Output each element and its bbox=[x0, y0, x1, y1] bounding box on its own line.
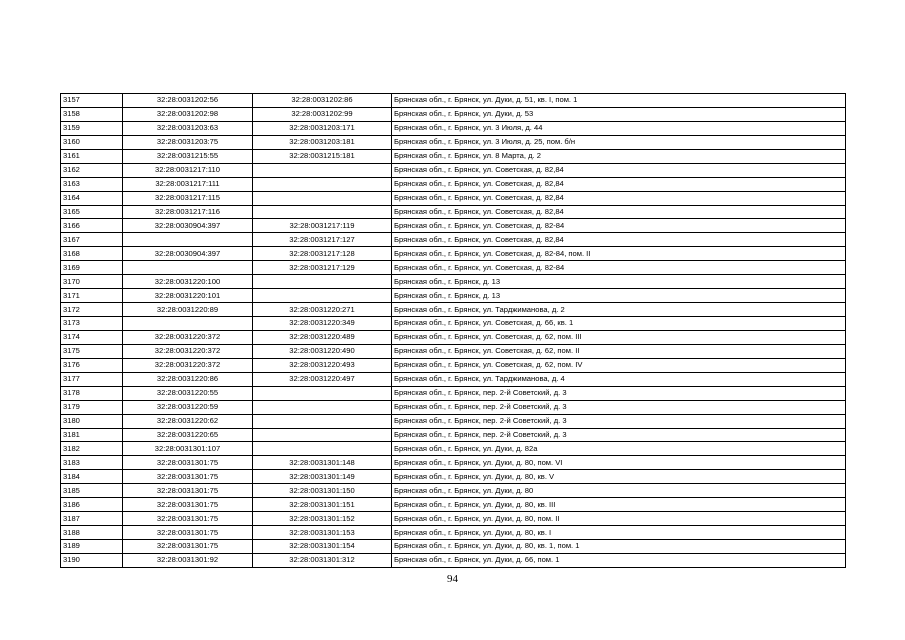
cadastral-number-cell: 32:28:0031217:115 bbox=[123, 191, 253, 205]
row-number-cell: 3186 bbox=[61, 498, 123, 512]
object-cadastral-number-cell: 32:28:0031203:181 bbox=[253, 135, 392, 149]
table-row bbox=[61, 317, 846, 331]
table-row bbox=[61, 149, 846, 163]
object-cadastral-number-cell: 32:28:0031301:153 bbox=[253, 526, 392, 540]
table-row bbox=[61, 428, 846, 442]
address-cell: Брянская обл., г. Брянск, ул. Советская, д. 82,84 bbox=[392, 163, 846, 177]
cadastral-number-cell: 32:28:0031301:75 bbox=[123, 456, 253, 470]
table-row bbox=[61, 107, 846, 121]
row-number-cell: 3160 bbox=[61, 135, 123, 149]
object-cadastral-number-cell: 32:28:0031301:148 bbox=[253, 456, 392, 470]
cadastral-number-cell: 32:28:0031301:75 bbox=[123, 484, 253, 498]
address-cell: Брянская обл., г. Брянск, ул. Дуки, д. 80 bbox=[392, 484, 846, 498]
address-cell: Брянская обл., г. Брянск, ул. 3 Июля, д. 44 bbox=[392, 121, 846, 135]
address-cell: Брянская обл., г. Брянск, ул. 3 Июля, д. 25, пом. б/н bbox=[392, 135, 846, 149]
row-number-cell: 3167 bbox=[61, 233, 123, 247]
object-cadastral-number-cell: 32:28:0031301:152 bbox=[253, 512, 392, 526]
row-number-cell: 3188 bbox=[61, 526, 123, 540]
object-cadastral-number-cell: 32:28:0031202:86 bbox=[253, 94, 392, 108]
address-cell: Брянская обл., г. Брянск, ул. Советская, д. 82-84 bbox=[392, 219, 846, 233]
cadastral-number-cell: 32:28:0030904:397 bbox=[123, 247, 253, 261]
object-cadastral-number-cell: 32:28:0031217:128 bbox=[253, 247, 392, 261]
address-cell: Брянская обл., г. Брянск, ул. Дуки, д. 80, кв. V bbox=[392, 470, 846, 484]
cadastral-number-cell: 32:28:0031301:75 bbox=[123, 540, 253, 554]
cadastral-number-cell: 32:28:0031220:65 bbox=[123, 428, 253, 442]
object-cadastral-number-cell: 32:28:0031301:150 bbox=[253, 484, 392, 498]
address-cell: Брянская обл., г. Брянск, ул. Дуки, д. 53 bbox=[392, 107, 846, 121]
row-number-cell: 3184 bbox=[61, 470, 123, 484]
address-cell: Брянская обл., г. Брянск, ул. Советская, д. 66, кв. 1 bbox=[392, 317, 846, 331]
object-cadastral-number-cell bbox=[253, 442, 392, 456]
object-cadastral-number-cell bbox=[253, 205, 392, 219]
cadastral-number-cell: 32:28:0031301:75 bbox=[123, 512, 253, 526]
object-cadastral-number-cell: 32:28:0031301:154 bbox=[253, 540, 392, 554]
cadastral-number-cell: 32:28:0031202:98 bbox=[123, 107, 253, 121]
cadastral-number-cell bbox=[123, 317, 253, 331]
table-row bbox=[61, 121, 846, 135]
row-number-cell: 3182 bbox=[61, 442, 123, 456]
row-number-cell: 3158 bbox=[61, 107, 123, 121]
table-row bbox=[61, 400, 846, 414]
row-number-cell: 3176 bbox=[61, 358, 123, 372]
address-cell: Брянская обл., г. Брянск, д. 13 bbox=[392, 275, 846, 289]
cadastral-number-cell: 32:28:0031217:110 bbox=[123, 163, 253, 177]
object-cadastral-number-cell bbox=[253, 400, 392, 414]
row-number-cell: 3157 bbox=[61, 94, 123, 108]
row-number-cell: 3180 bbox=[61, 414, 123, 428]
row-number-cell: 3170 bbox=[61, 275, 123, 289]
cadastral-number-cell: 32:28:0031215:55 bbox=[123, 149, 253, 163]
object-cadastral-number-cell: 32:28:0031215:181 bbox=[253, 149, 392, 163]
table-row bbox=[61, 484, 846, 498]
row-number-cell: 3172 bbox=[61, 303, 123, 317]
row-number-cell: 3165 bbox=[61, 205, 123, 219]
object-cadastral-number-cell: 32:28:0031301:151 bbox=[253, 498, 392, 512]
table-row bbox=[61, 219, 846, 233]
row-number-cell: 3161 bbox=[61, 149, 123, 163]
address-cell: Брянская обл., г. Брянск, ул. Советская, д. 82,84 bbox=[392, 233, 846, 247]
row-number-cell: 3171 bbox=[61, 289, 123, 303]
row-number-cell: 3181 bbox=[61, 428, 123, 442]
object-cadastral-number-cell bbox=[253, 386, 392, 400]
cadastral-number-cell: 32:28:0031203:63 bbox=[123, 121, 253, 135]
table-row bbox=[61, 247, 846, 261]
address-cell: Брянская обл., г. Брянск, ул. Дуки, д. 80, пом. VI bbox=[392, 456, 846, 470]
table-row bbox=[61, 526, 846, 540]
cadastral-number-cell: 32:28:0031301:75 bbox=[123, 526, 253, 540]
object-cadastral-number-cell bbox=[253, 191, 392, 205]
cadastral-number-cell: 32:28:0030904:397 bbox=[123, 219, 253, 233]
object-cadastral-number-cell: 32:28:0031203:171 bbox=[253, 121, 392, 135]
row-number-cell: 3183 bbox=[61, 456, 123, 470]
address-cell: Брянская обл., г. Брянск, ул. Советская, д. 62, пом. III bbox=[392, 330, 846, 344]
object-cadastral-number-cell: 32:28:0031220:489 bbox=[253, 330, 392, 344]
row-number-cell: 3169 bbox=[61, 261, 123, 275]
row-number-cell: 3187 bbox=[61, 512, 123, 526]
row-number-cell: 3162 bbox=[61, 163, 123, 177]
object-cadastral-number-cell: 32:28:0031220:497 bbox=[253, 372, 392, 386]
cadastral-number-cell: 32:28:0031220:100 bbox=[123, 275, 253, 289]
cadastral-number-cell: 32:28:0031301:75 bbox=[123, 470, 253, 484]
object-cadastral-number-cell: 32:28:0031202:99 bbox=[253, 107, 392, 121]
table-row bbox=[61, 470, 846, 484]
table-row bbox=[61, 358, 846, 372]
address-cell: Брянская обл., г. Брянск, пер. 2-й Советский, д. 3 bbox=[392, 386, 846, 400]
address-cell: Брянская обл., г. Брянск, пер. 2-й Советский, д. 3 bbox=[392, 414, 846, 428]
address-cell: Брянская обл., г. Брянск, ул. Советская, д. 82,84 bbox=[392, 205, 846, 219]
table-row bbox=[61, 498, 846, 512]
address-cell: Брянская обл., г. Брянск, ул. Дуки, д. 82а bbox=[392, 442, 846, 456]
address-cell: Брянская обл., г. Брянск, ул. Дуки, д. 80, пом. II bbox=[392, 512, 846, 526]
table-row bbox=[61, 191, 846, 205]
cadastral-number-cell: 32:28:0031301:107 bbox=[123, 442, 253, 456]
registry-table-body bbox=[61, 94, 846, 568]
object-cadastral-number-cell bbox=[253, 428, 392, 442]
object-cadastral-number-cell bbox=[253, 275, 392, 289]
object-cadastral-number-cell: 32:28:0031217:127 bbox=[253, 233, 392, 247]
address-cell: Брянская обл., г. Брянск, ул. Дуки, д. 80, кв. III bbox=[392, 498, 846, 512]
cadastral-number-cell: 32:28:0031220:55 bbox=[123, 386, 253, 400]
row-number-cell: 3159 bbox=[61, 121, 123, 135]
cadastral-number-cell: 32:28:0031220:89 bbox=[123, 303, 253, 317]
table-row bbox=[61, 177, 846, 191]
row-number-cell: 3164 bbox=[61, 191, 123, 205]
table-row bbox=[61, 289, 846, 303]
table-row bbox=[61, 205, 846, 219]
page-number: 94 bbox=[447, 573, 458, 585]
object-cadastral-number-cell bbox=[253, 177, 392, 191]
table-row bbox=[61, 553, 846, 567]
cadastral-number-cell: 32:28:0031220:372 bbox=[123, 330, 253, 344]
table-row bbox=[61, 386, 846, 400]
object-cadastral-number-cell: 32:28:0031220:493 bbox=[253, 358, 392, 372]
row-number-cell: 3185 bbox=[61, 484, 123, 498]
table-row bbox=[61, 442, 846, 456]
table-row bbox=[61, 135, 846, 149]
address-cell: Брянская обл., г. Брянск, пер. 2-й Советский, д. 3 bbox=[392, 400, 846, 414]
table-row bbox=[61, 372, 846, 386]
registry-table bbox=[60, 93, 846, 568]
row-number-cell: 3177 bbox=[61, 372, 123, 386]
cadastral-number-cell: 32:28:0031220:372 bbox=[123, 344, 253, 358]
table-row bbox=[61, 456, 846, 470]
row-number-cell: 3168 bbox=[61, 247, 123, 261]
object-cadastral-number-cell: 32:28:0031217:129 bbox=[253, 261, 392, 275]
cadastral-number-cell: 32:28:0031217:111 bbox=[123, 177, 253, 191]
address-cell: Брянская обл., г. Брянск, ул. Тарджиманова, д. 4 bbox=[392, 372, 846, 386]
cadastral-number-cell bbox=[123, 233, 253, 247]
row-number-cell: 3166 bbox=[61, 219, 123, 233]
object-cadastral-number-cell bbox=[253, 414, 392, 428]
table-row bbox=[61, 344, 846, 358]
row-number-cell: 3189 bbox=[61, 540, 123, 554]
cadastral-number-cell: 32:28:0031301:75 bbox=[123, 498, 253, 512]
address-cell: Брянская обл., г. Брянск, ул. Дуки, д. 80, кв. 1, пом. 1 bbox=[392, 540, 846, 554]
cadastral-number-cell: 32:28:0031220:372 bbox=[123, 358, 253, 372]
object-cadastral-number-cell bbox=[253, 289, 392, 303]
address-cell: Брянская обл., г. Брянск, д. 13 bbox=[392, 289, 846, 303]
row-number-cell: 3174 bbox=[61, 330, 123, 344]
row-number-cell: 3163 bbox=[61, 177, 123, 191]
cadastral-number-cell: 32:28:0031202:56 bbox=[123, 94, 253, 108]
cadastral-number-cell: 32:28:0031220:59 bbox=[123, 400, 253, 414]
cadastral-number-cell: 32:28:0031203:75 bbox=[123, 135, 253, 149]
row-number-cell: 3179 bbox=[61, 400, 123, 414]
address-cell: Брянская обл., г. Брянск, ул. 8 Марта, д. 2 bbox=[392, 149, 846, 163]
row-number-cell: 3190 bbox=[61, 553, 123, 567]
table-row bbox=[61, 233, 846, 247]
table-row bbox=[61, 303, 846, 317]
table-row bbox=[61, 540, 846, 554]
address-cell: Брянская обл., г. Брянск, ул. Тарджиманова, д. 2 bbox=[392, 303, 846, 317]
table-row bbox=[61, 414, 846, 428]
cadastral-number-cell: 32:28:0031217:116 bbox=[123, 205, 253, 219]
table-row bbox=[61, 94, 846, 108]
table-row bbox=[61, 261, 846, 275]
object-cadastral-number-cell bbox=[253, 163, 392, 177]
address-cell: Брянская обл., г. Брянск, ул. Советская, д. 82,84 bbox=[392, 177, 846, 191]
table-row bbox=[61, 512, 846, 526]
address-cell: Брянская обл., г. Брянск, ул. Дуки, д. 66, пом. 1 bbox=[392, 553, 846, 567]
address-cell: Брянская обл., г. Брянск, ул. Советская, д. 62, пом. II bbox=[392, 344, 846, 358]
table-row bbox=[61, 275, 846, 289]
address-cell: Брянская обл., г. Брянск, ул. Дуки, д. 80, кв. I bbox=[392, 526, 846, 540]
object-cadastral-number-cell: 32:28:0031220:271 bbox=[253, 303, 392, 317]
cadastral-number-cell: 32:28:0031220:62 bbox=[123, 414, 253, 428]
row-number-cell: 3175 bbox=[61, 344, 123, 358]
cadastral-number-cell: 32:28:0031220:86 bbox=[123, 372, 253, 386]
address-cell: Брянская обл., г. Брянск, ул. Советская, д. 62, пом. IV bbox=[392, 358, 846, 372]
object-cadastral-number-cell: 32:28:0031301:312 bbox=[253, 553, 392, 567]
object-cadastral-number-cell: 32:28:0031217:119 bbox=[253, 219, 392, 233]
table-row bbox=[61, 330, 846, 344]
cadastral-number-cell: 32:28:0031220:101 bbox=[123, 289, 253, 303]
address-cell: Брянская обл., г. Брянск, ул. Советская, д. 82-84, пом. II bbox=[392, 247, 846, 261]
object-cadastral-number-cell: 32:28:0031220:349 bbox=[253, 317, 392, 331]
address-cell: Брянская обл., г. Брянск, ул. Советская, д. 82-84 bbox=[392, 261, 846, 275]
row-number-cell: 3173 bbox=[61, 317, 123, 331]
row-number-cell: 3178 bbox=[61, 386, 123, 400]
cadastral-number-cell: 32:28:0031301:92 bbox=[123, 553, 253, 567]
address-cell: Брянская обл., г. Брянск, пер. 2-й Советский, д. 3 bbox=[392, 428, 846, 442]
address-cell: Брянская обл., г. Брянск, ул. Советская, д. 82,84 bbox=[392, 191, 846, 205]
object-cadastral-number-cell: 32:28:0031220:490 bbox=[253, 344, 392, 358]
cadastral-number-cell bbox=[123, 261, 253, 275]
address-cell: Брянская обл., г. Брянск, ул. Дуки, д. 51, кв. I, пом. 1 bbox=[392, 94, 846, 108]
object-cadastral-number-cell: 32:28:0031301:149 bbox=[253, 470, 392, 484]
table-row bbox=[61, 163, 846, 177]
